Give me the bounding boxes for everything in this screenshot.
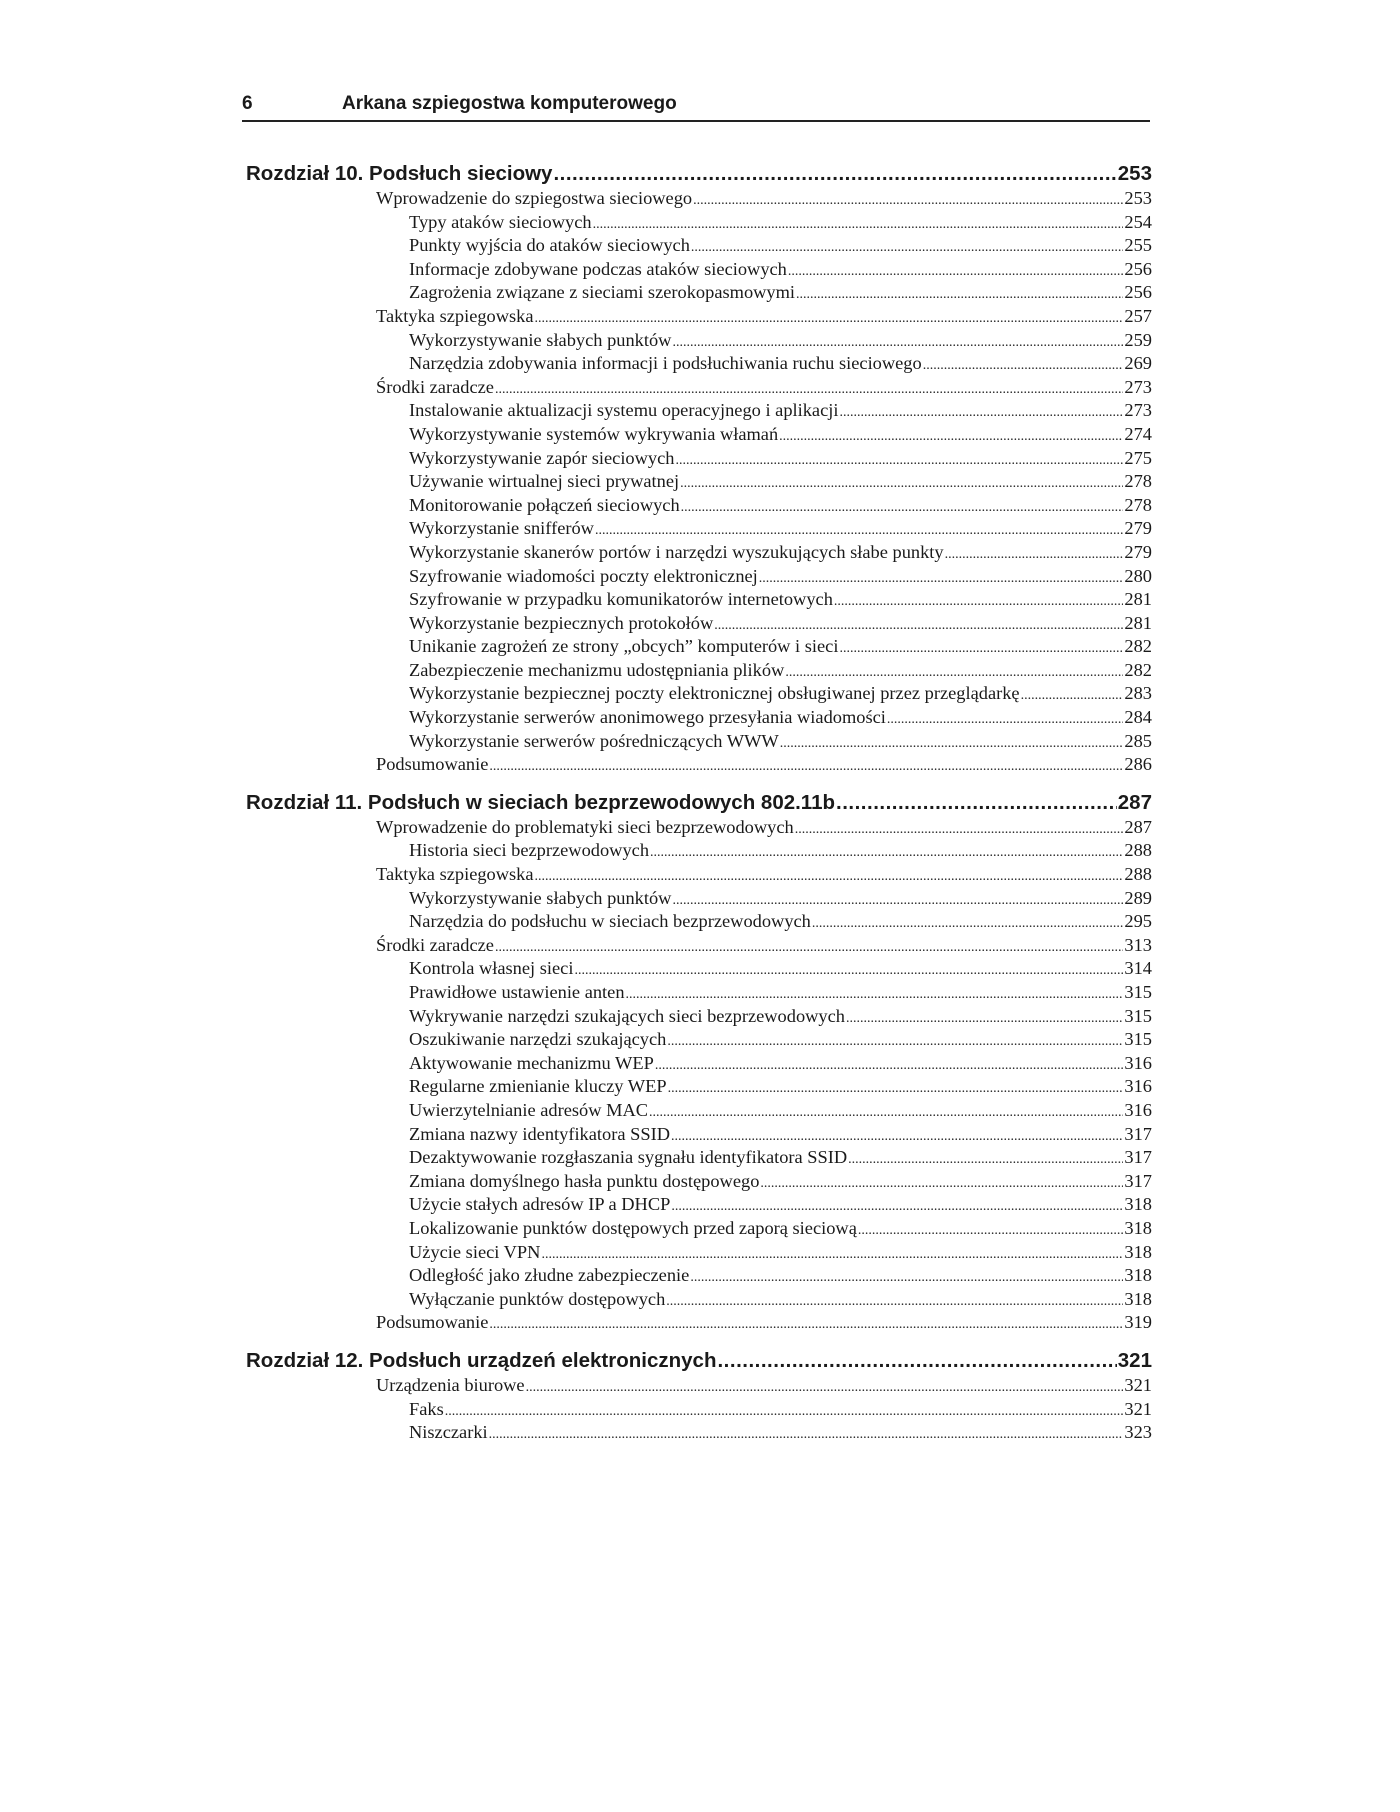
dot-leader: [535, 863, 1124, 889]
toc-entry-title: Wykorzystanie serwerów anonimowego przesyłania wiadomości: [409, 707, 886, 728]
dot-leader: [945, 541, 1124, 567]
toc-entry-title: Wykorzystanie snifferów: [409, 518, 594, 539]
toc-entry: [246, 1099, 1152, 1123]
toc-page-number: 288: [1124, 840, 1152, 861]
toc-entry: [246, 1193, 1152, 1217]
toc-page-number: 318: [1124, 1217, 1152, 1238]
dot-leader: [675, 447, 1123, 473]
toc-entry: [246, 187, 1152, 211]
toc-entry: [246, 1374, 1152, 1398]
toc-entry: [246, 281, 1152, 305]
toc-entry-title: Narzędzia zdobywania informacji i podsłuchiwania ruchu sieciowego: [409, 353, 922, 374]
toc-entry: [246, 1398, 1152, 1422]
toc-entry: [246, 1217, 1152, 1241]
dot-leader: [668, 1075, 1124, 1101]
toc-entry: [246, 887, 1152, 911]
toc-entry-title: Regularne zmienianie kluczy WEP: [409, 1076, 667, 1097]
toc-entry-title: Podsumowanie: [376, 754, 489, 775]
dot-leader: [779, 423, 1123, 449]
dot-leader: [680, 470, 1123, 496]
toc-entry: [246, 565, 1152, 589]
toc-entry: [246, 659, 1152, 683]
toc-page-number: 273: [1124, 376, 1152, 397]
table-of-contents: [246, 160, 1152, 1445]
toc-entry-title: Instalowanie aktualizacji systemu operacyjnego i aplikacji: [409, 400, 839, 421]
toc-page-number: 286: [1124, 754, 1152, 775]
toc-entry-title: Wykorzystywanie zapór sieciowych: [409, 447, 675, 468]
dot-leader: [788, 258, 1124, 284]
dot-leader: [595, 517, 1123, 543]
toc-page-number: 287: [1117, 790, 1152, 814]
toc-page-number: 283: [1124, 683, 1152, 704]
toc-page-number: 253: [1117, 162, 1152, 185]
toc-entry-title: Oszukiwanie narzędzi szukających: [409, 1029, 667, 1050]
toc-entry-title: Lokalizowanie punktów dostępowych przed zaporą sieciową: [409, 1217, 857, 1238]
toc-entry-title: Rozdział 10. Podsłuch sieciowy: [246, 162, 553, 185]
dot-leader: [785, 659, 1123, 685]
toc-page-number: 257: [1124, 305, 1152, 326]
toc-entry-title: Niszczarki: [409, 1422, 488, 1443]
toc-page-number: 278: [1124, 494, 1152, 515]
dot-leader: [541, 1241, 1123, 1267]
dot-leader: [846, 1005, 1123, 1031]
dot-leader: [489, 753, 1123, 779]
toc-page-number: 321: [1117, 1348, 1152, 1372]
toc-entry-title: Urządzenia biurowe: [376, 1374, 525, 1395]
toc-page-number: 285: [1124, 730, 1152, 751]
dot-leader: [691, 234, 1123, 260]
toc-page-number: 323: [1124, 1422, 1152, 1443]
toc-page-number: 321: [1124, 1374, 1152, 1395]
toc-entry-title: Odległość jako złudne zabezpieczenie: [409, 1265, 690, 1286]
dot-leader: [836, 789, 1117, 816]
dot-leader: [714, 612, 1123, 638]
toc-page-number: 318: [1124, 1194, 1152, 1215]
toc-page-number: 316: [1124, 1076, 1152, 1097]
toc-entry: [246, 447, 1152, 471]
toc-page-number: 315: [1124, 982, 1152, 1002]
toc-entry: [246, 258, 1152, 282]
toc-entry: [246, 981, 1152, 1005]
dot-leader: [650, 839, 1123, 865]
toc-entry-title: Wykorzystanie skanerów portów i narzędzi wyszukujących słabe punkty: [409, 541, 944, 562]
toc-chapter-heading: [246, 160, 1152, 187]
toc-entry-title: Unikanie zagrożeń ze strony „obcych” komputerów i sieci: [409, 636, 839, 657]
dot-leader: [574, 957, 1123, 983]
dot-leader: [495, 376, 1123, 402]
toc-page-number: 316: [1124, 1099, 1152, 1120]
dot-leader: [655, 1052, 1124, 1078]
toc-entry: [246, 1146, 1152, 1170]
dot-leader: [796, 281, 1123, 307]
dot-leader: [681, 494, 1124, 520]
toc-entry-title: Typy ataków sieciowych: [409, 211, 592, 232]
toc-entry: [246, 839, 1152, 863]
toc-page-number: 317: [1124, 1170, 1152, 1191]
toc-entry: [246, 910, 1152, 934]
toc-page-number: 314: [1124, 958, 1152, 979]
toc-page-number: 281: [1124, 589, 1152, 610]
toc-entry: [246, 1052, 1152, 1076]
toc-page-number: 318: [1124, 1265, 1152, 1286]
toc-page-number: 273: [1124, 400, 1152, 421]
toc-entry-title: Zmiana domyślnego hasła punktu dostępowego: [409, 1170, 760, 1191]
toc-page-number: 256: [1124, 282, 1152, 303]
toc-entry: [246, 352, 1152, 376]
toc-entry: [246, 470, 1152, 494]
toc-page-number: 318: [1124, 1288, 1152, 1309]
book-title: Arkana szpiegostwa komputerowego: [342, 93, 677, 114]
dot-leader: [667, 1028, 1123, 1054]
dot-leader: [489, 1311, 1123, 1337]
toc-entry-title: Wykorzystanie bezpiecznej poczty elektronicznej obsługiwanej przez przeglądarkę: [409, 683, 1020, 704]
toc-entry: [246, 211, 1152, 235]
toc-entry-title: Wykorzystanie bezpiecznych protokołów: [409, 612, 714, 633]
toc-entry-title: Uwierzytelnianie adresów MAC: [409, 1099, 649, 1120]
dot-leader: [848, 1146, 1123, 1172]
toc-page-number: 282: [1124, 659, 1152, 680]
toc-chapter-heading: [246, 789, 1152, 816]
toc-entry-title: Wykorzystywanie systemów wykrywania włamań: [409, 423, 779, 444]
dot-leader: [526, 1374, 1124, 1400]
toc-page-number: 295: [1124, 911, 1152, 932]
toc-entry-title: Wyłączanie punktów dostępowych: [409, 1288, 666, 1309]
dot-leader: [759, 565, 1124, 591]
dot-leader: [858, 1217, 1124, 1243]
toc-entry: [246, 1075, 1152, 1099]
toc-page-number: 254: [1124, 211, 1152, 232]
toc-entry-title: Punkty wyjścia do ataków sieciowych: [409, 235, 690, 256]
toc-entry-title: Szyfrowanie w przypadku komunikatorów internetowych: [409, 589, 833, 610]
toc-entry: [246, 1123, 1152, 1147]
toc-entry-title: Wykrywanie narzędzi szukających sieci bezprzewodowych: [409, 1005, 845, 1026]
toc-entry-title: Zabezpieczenie mechanizmu udostępniania plików: [409, 659, 785, 680]
dot-leader: [834, 588, 1124, 614]
toc-entry: [246, 863, 1152, 887]
toc-entry-title: Używanie wirtualnej sieci prywatnej: [409, 471, 680, 492]
toc-entry-title: Informacje zdobywane podczas ataków sieciowych: [409, 258, 787, 279]
toc-entry: [246, 423, 1152, 447]
toc-page-number: 316: [1124, 1052, 1152, 1073]
toc-page-number: 280: [1124, 565, 1152, 586]
toc-page-number: 289: [1124, 887, 1152, 908]
toc-entry: [246, 541, 1152, 565]
toc-entry-title: Dezaktywowanie rozgłaszania sygnału identyfikatora SSID: [409, 1147, 848, 1168]
toc-entry: [246, 635, 1152, 659]
toc-page-number: 287: [1124, 816, 1152, 837]
toc-entry-title: Zagrożenia związane z sieciami szerokopasmowymi: [409, 282, 796, 303]
toc-page-number: 321: [1124, 1398, 1152, 1419]
dot-leader: [672, 887, 1123, 913]
dot-leader: [495, 934, 1123, 960]
toc-entry-title: Taktyka szpiegowska: [376, 864, 534, 885]
toc-entry-title: Narzędzia do podsłuchu w sieciach bezprzewodowych: [409, 911, 811, 932]
toc-entry-title: Użycie sieci VPN: [409, 1241, 541, 1262]
toc-page-number: 313: [1124, 934, 1152, 955]
dot-leader: [553, 160, 1116, 187]
dot-leader: [672, 329, 1123, 355]
toc-entry-title: Użycie stałych adresów IP a DHCP: [409, 1194, 671, 1215]
toc-page-number: 278: [1124, 471, 1152, 492]
toc-entry: [246, 612, 1152, 636]
toc-entry: [246, 376, 1152, 400]
toc-entry: [246, 399, 1152, 423]
toc-entry: [246, 305, 1152, 329]
toc-entry: [246, 1311, 1152, 1335]
dot-leader: [693, 187, 1123, 213]
toc-entry: [246, 706, 1152, 730]
dot-leader: [666, 1288, 1123, 1314]
toc-page-number: 282: [1124, 636, 1152, 657]
toc-entry-title: Historia sieci bezprzewodowych: [409, 840, 650, 861]
toc-entry: [246, 1005, 1152, 1029]
dot-leader: [760, 1170, 1123, 1196]
dot-leader: [780, 730, 1124, 756]
dot-leader: [839, 635, 1123, 661]
toc-page-number: 269: [1124, 353, 1152, 374]
dot-leader: [445, 1398, 1124, 1424]
dot-leader: [795, 816, 1124, 842]
toc-entry: [246, 588, 1152, 612]
toc-page-number: 317: [1124, 1147, 1152, 1168]
toc-entry: [246, 494, 1152, 518]
toc-entry: [246, 730, 1152, 754]
toc-entry-title: Wykorzystywanie słabych punktów: [409, 329, 672, 350]
toc-entry-title: Zmiana nazwy identyfikatora SSID: [409, 1123, 670, 1144]
toc-entry-title: Rozdział 12. Podsłuch urządzeń elektronicznych: [246, 1348, 717, 1372]
toc-chapter-heading: [246, 1347, 1152, 1374]
toc-entry-title: Podsumowanie: [376, 1312, 489, 1333]
toc-entry: [246, 1241, 1152, 1265]
toc-entry-title: Faks: [409, 1398, 444, 1419]
toc-entry: [246, 1028, 1152, 1052]
toc-entry-title: Wprowadzenie do problematyki sieci bezprzewodowych: [376, 816, 794, 837]
toc-entry-title: Szyfrowanie wiadomości poczty elektronicznej: [409, 565, 758, 586]
dot-leader: [671, 1193, 1123, 1219]
toc-entry: [246, 682, 1152, 706]
toc-page-number: 317: [1124, 1123, 1152, 1144]
toc-entry-title: Środki zaradcze: [376, 376, 494, 397]
dot-leader: [593, 211, 1124, 237]
toc-page-number: 279: [1124, 518, 1152, 539]
dot-leader: [626, 981, 1124, 1007]
toc-entry-title: Taktyka szpiegowska: [376, 305, 534, 326]
toc-entry: [246, 1170, 1152, 1194]
toc-entry: [246, 234, 1152, 258]
toc-entry: [246, 517, 1152, 541]
toc-page-number: 318: [1124, 1241, 1152, 1262]
dot-leader: [812, 910, 1124, 936]
running-header: [242, 92, 1150, 122]
dot-leader: [717, 1347, 1116, 1374]
toc-entry-title: Prawidłowe ustawienie anten: [409, 982, 625, 1002]
toc-entry: [246, 1421, 1152, 1445]
toc-entry: [246, 1288, 1152, 1312]
toc-page-number: 279: [1124, 541, 1152, 562]
toc-page-number: 255: [1124, 235, 1152, 256]
dot-leader: [535, 305, 1124, 331]
toc-entry: [246, 816, 1152, 840]
toc-entry-title: Wykorzystanie serwerów pośredniczących WWW: [409, 730, 779, 751]
dot-leader: [649, 1099, 1123, 1125]
toc-entry-title: Kontrola własnej sieci: [409, 958, 574, 979]
toc-page-number: 284: [1124, 707, 1152, 728]
dot-leader: [690, 1264, 1123, 1290]
toc-entry: [246, 329, 1152, 353]
toc-entry: [246, 1264, 1152, 1288]
page-number: 6: [242, 93, 253, 114]
toc-page-number: 281: [1124, 612, 1152, 633]
toc-entry-title: Wprowadzenie do szpiegostwa sieciowego: [376, 188, 693, 208]
toc-entry: [246, 934, 1152, 958]
toc-page-number: 315: [1124, 1029, 1152, 1050]
dot-leader: [839, 399, 1123, 425]
toc-page-number: 274: [1124, 423, 1152, 444]
toc-entry: [246, 957, 1152, 981]
dot-leader: [671, 1123, 1123, 1149]
dot-leader: [887, 706, 1124, 732]
dot-leader: [1021, 682, 1124, 708]
toc-entry-title: Rozdział 11. Podsłuch w sieciach bezprzewodowych 802.11b: [246, 790, 836, 814]
toc-page-number: 256: [1124, 258, 1152, 279]
toc-page-number: 288: [1124, 864, 1152, 885]
toc-entry-title: Aktywowanie mechanizmu WEP: [409, 1052, 654, 1073]
toc-page-number: 275: [1124, 447, 1152, 468]
toc-page-number: 259: [1124, 329, 1152, 350]
toc-entry-title: Środki zaradcze: [376, 934, 494, 955]
dot-leader: [923, 352, 1124, 378]
toc-entry-title: Monitorowanie połączeń sieciowych: [409, 494, 680, 515]
toc-page-number: 315: [1124, 1005, 1152, 1026]
toc-entry-title: Wykorzystywanie słabych punktów: [409, 887, 672, 908]
toc-page-number: 253: [1124, 188, 1152, 208]
toc-page-number: 319: [1124, 1312, 1152, 1333]
dot-leader: [489, 1421, 1124, 1447]
toc-entry: [246, 753, 1152, 777]
